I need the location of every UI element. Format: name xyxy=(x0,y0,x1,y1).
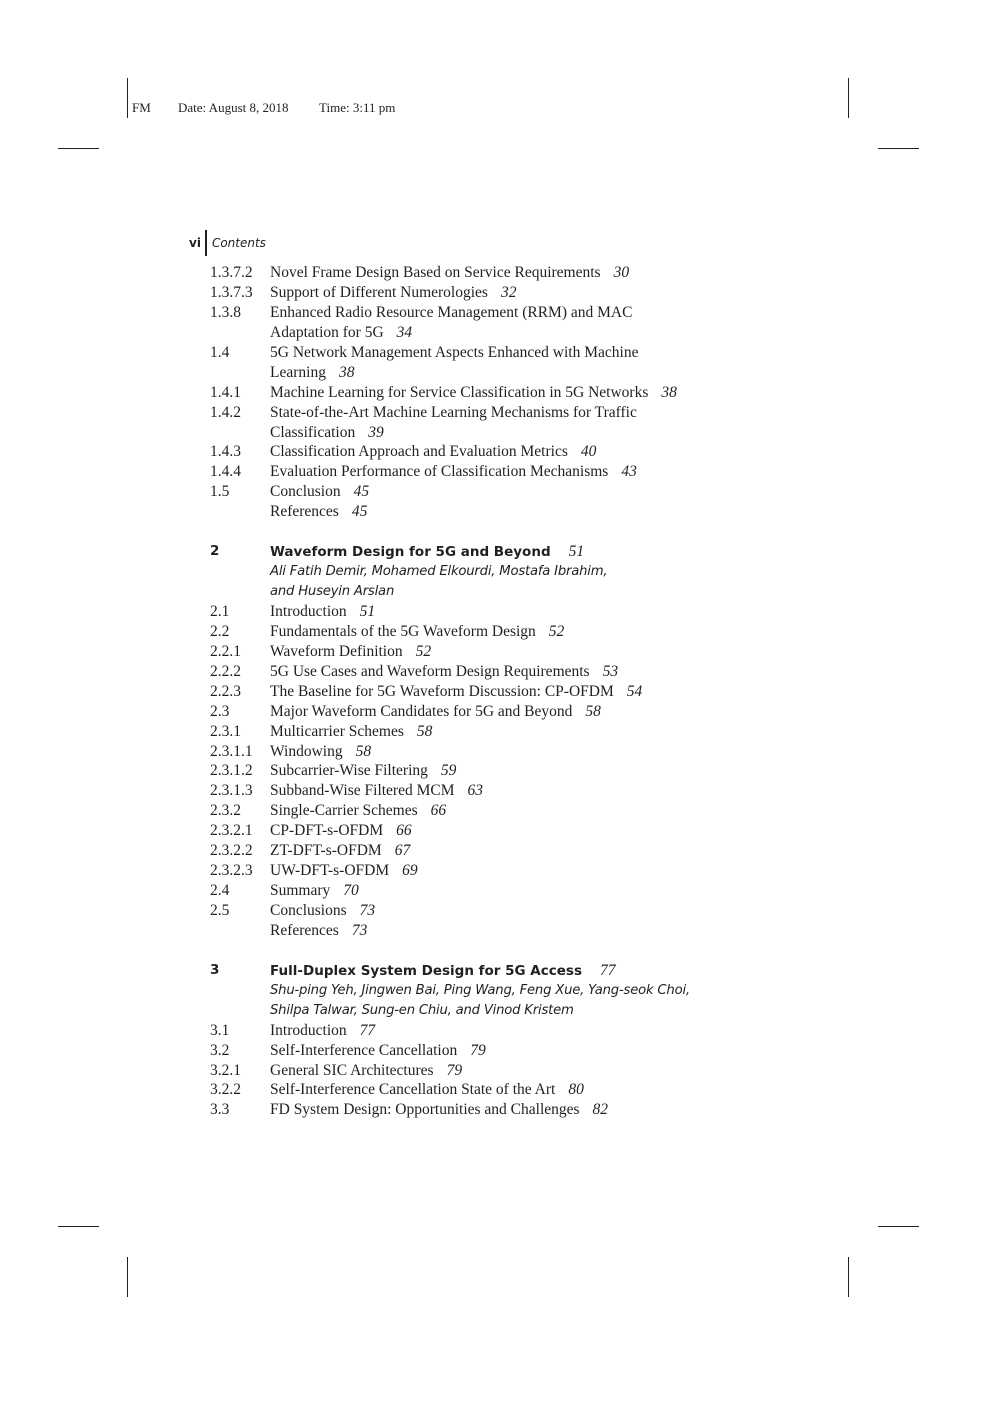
toc-line xyxy=(210,542,810,562)
toc-entry xyxy=(210,702,810,722)
toc-page-number: 43 xyxy=(621,463,637,481)
toc-line xyxy=(210,482,810,502)
slug-code: FM xyxy=(132,100,151,115)
toc-page-number: 38 xyxy=(661,383,677,401)
toc-line xyxy=(210,602,810,622)
toc-page-number: 79 xyxy=(446,1061,463,1079)
toc-title-text: Self-Interference Cancellation State of the Art xyxy=(270,1081,556,1099)
toc-section-number: 2.3.2 xyxy=(210,802,241,820)
toc-page-number: 70 xyxy=(343,882,359,900)
toc-line xyxy=(210,263,810,283)
toc-page-number: 73 xyxy=(359,902,376,919)
toc-entry xyxy=(210,1100,810,1120)
toc-page-number: 53 xyxy=(602,662,619,680)
toc-section-number: 2.3.1.3 xyxy=(210,782,253,800)
toc-line xyxy=(210,303,810,323)
toc-section-title xyxy=(270,542,584,563)
toc-section-title xyxy=(270,921,367,941)
toc-title-text: References xyxy=(270,921,339,939)
toc-entry xyxy=(210,622,810,642)
toc-title-text: Learning xyxy=(270,363,326,381)
toc-title-text: References xyxy=(270,503,339,521)
toc-title-text: Self-Interference Cancellation xyxy=(270,1041,458,1059)
toc-page-number: 51 xyxy=(568,543,585,561)
toc-title-text: Multicarrier Schemes xyxy=(270,722,404,740)
toc-section-number: 1.4 xyxy=(210,343,230,361)
running-head-rule xyxy=(205,230,207,256)
crop-mark-top-left-horizontal xyxy=(58,148,99,149)
toc-title-text: 5G Network Management Aspects Enhanced with Machine xyxy=(270,343,639,361)
toc-line xyxy=(210,722,810,742)
toc-section-number: 2.3.2.1 xyxy=(210,822,253,840)
toc-section-number: 3 xyxy=(210,961,220,978)
toc-section-title xyxy=(270,383,677,403)
toc-entry xyxy=(210,283,810,303)
toc-section-title xyxy=(270,263,629,283)
toc-title-text: Classification xyxy=(270,423,356,441)
toc-page-number: 77 xyxy=(359,1021,376,1039)
toc-section-number: 1.4.3 xyxy=(210,443,241,461)
toc-title-text: Novel Frame Design Based on Service Requirements xyxy=(270,264,601,281)
toc-entry xyxy=(210,881,810,901)
toc-entry xyxy=(210,821,810,841)
toc-title-text: 5G Use Cases and Waveform Design Requirements xyxy=(270,662,590,680)
toc-entry xyxy=(210,1021,810,1041)
toc-section-title xyxy=(270,781,483,801)
toc-section-number: 1.5 xyxy=(210,483,230,501)
toc-line xyxy=(210,702,810,722)
toc-section-number: 2.3.1.1 xyxy=(210,742,253,760)
toc-line xyxy=(210,622,810,642)
toc-section-title xyxy=(270,801,446,821)
toc-entry xyxy=(210,442,810,462)
toc-page-number: 59 xyxy=(440,762,457,780)
toc-line xyxy=(210,1080,810,1100)
toc-title-text: Major Waveform Candidates for 5G and Beyond xyxy=(270,702,573,720)
toc-title-text: Ali Fatih Demir, Mohamed Elkourdi, Mostafa Ibrahim, xyxy=(270,564,608,580)
toc-page-number: 67 xyxy=(394,842,411,860)
toc-section-title xyxy=(270,602,375,622)
toc-line xyxy=(210,981,810,1001)
toc-title-text: Adaptation for 5G xyxy=(270,323,384,341)
toc-entry xyxy=(210,502,810,522)
toc-section-number: 2.2.3 xyxy=(210,682,241,700)
toc-line xyxy=(210,642,810,662)
toc-entry xyxy=(210,303,810,343)
toc-entry xyxy=(210,1041,810,1061)
toc-section-number: 2.2 xyxy=(210,622,230,640)
crop-mark-bottom-left-vertical xyxy=(127,1257,128,1297)
toc-page-number: 39 xyxy=(368,423,384,441)
toc-section-number: 2.3.2.2 xyxy=(210,842,253,860)
crop-mark-bottom-right-vertical xyxy=(848,1257,849,1297)
toc-line xyxy=(210,1100,810,1120)
toc-line xyxy=(210,861,810,881)
toc-author-line xyxy=(270,582,394,602)
toc-entry xyxy=(210,742,810,762)
toc-page-number: 82 xyxy=(592,1101,609,1119)
toc-section-number: 3.2.2 xyxy=(210,1081,241,1099)
toc-line xyxy=(210,961,810,981)
toc-section-number: 1.4.4 xyxy=(210,463,241,481)
toc-title-text: State-of-the-Art Machine Learning Mechanisms for Traffic xyxy=(270,403,637,421)
toc-title-text: FD System Design: Opportunities and Challenges xyxy=(270,1101,580,1119)
toc-section-title xyxy=(270,662,618,682)
toc-page-number: 77 xyxy=(599,961,616,979)
toc-section-number: 2.3 xyxy=(210,702,230,720)
toc-section-title xyxy=(270,702,601,722)
toc-section-title xyxy=(270,1080,584,1100)
toc-line xyxy=(210,1061,810,1081)
toc-title-text: Waveform Design for 5G and Beyond xyxy=(270,544,551,561)
toc-page-number: 58 xyxy=(585,702,601,720)
toc-page-number: 58 xyxy=(416,722,433,740)
toc-title-text: Introduction xyxy=(270,1021,347,1039)
toc-page-number: 63 xyxy=(467,782,484,800)
toc-section-number: 2 xyxy=(210,543,220,560)
toc-entry xyxy=(210,662,810,682)
toc-section-number: 1.4.2 xyxy=(210,403,241,421)
toc-section-title xyxy=(270,423,384,443)
toc-section-title xyxy=(270,283,516,303)
toc-line xyxy=(210,682,810,702)
toc-line xyxy=(210,841,810,861)
toc-section-number: 2.3.1 xyxy=(210,722,241,740)
toc-entry xyxy=(210,343,810,383)
toc-line xyxy=(210,462,810,482)
toc-section-number: 1.3.7.2 xyxy=(210,264,253,281)
toc-line xyxy=(210,901,810,921)
toc-page-number: 52 xyxy=(415,642,432,660)
toc-entry xyxy=(210,861,810,881)
toc-title-text: Conclusion xyxy=(270,483,341,501)
toc-page-number: 40 xyxy=(580,443,597,461)
toc-line xyxy=(210,343,810,363)
toc-entry xyxy=(210,841,810,861)
toc-line xyxy=(210,363,810,383)
toc-page-number: 30 xyxy=(613,264,630,281)
toc-entry xyxy=(210,263,810,283)
toc-title-text: Evaluation Performance of Classification Mechanisms xyxy=(270,463,609,481)
toc-entry xyxy=(210,781,810,801)
toc-section-number: 1.3.8 xyxy=(210,303,241,321)
toc-line xyxy=(210,283,810,303)
toc-section-title xyxy=(270,622,564,642)
toc-line xyxy=(210,881,810,901)
toc-section-number: 2.2.2 xyxy=(210,662,241,680)
toc-section-number: 1.3.7.3 xyxy=(210,283,253,301)
toc-page-number: 58 xyxy=(355,742,372,760)
toc-title-text: Fundamentals of the 5G Waveform Design xyxy=(270,622,536,640)
toc-section-title xyxy=(270,343,638,363)
toc-line xyxy=(210,761,810,781)
toc-section-title xyxy=(270,482,369,502)
slug-date: Date: August 8, 2018 xyxy=(178,100,289,115)
toc-title-text: Subcarrier-Wise Filtering xyxy=(270,762,428,780)
toc-section-title xyxy=(270,462,637,482)
toc-section-title xyxy=(270,642,431,662)
toc-section-title xyxy=(270,861,418,881)
toc-title-text: Waveform Definition xyxy=(270,642,403,660)
toc-section-title xyxy=(270,761,456,781)
toc-entry xyxy=(210,403,810,443)
toc-entry xyxy=(210,383,810,403)
toc-title-text: Classification Approach and Evaluation Metrics xyxy=(270,443,568,461)
toc-entry xyxy=(210,602,810,622)
crop-mark-top-left-vertical xyxy=(127,78,128,118)
toc-title-text: The Baseline for 5G Waveform Discussion: CP-OFDM xyxy=(270,682,614,700)
toc-line xyxy=(210,562,810,582)
toc-line xyxy=(210,442,810,462)
toc-page-number: 51 xyxy=(359,602,376,620)
toc-entry xyxy=(210,761,810,781)
toc-line xyxy=(210,502,810,522)
running-head-title: Contents xyxy=(211,236,266,250)
toc-section-title xyxy=(270,961,615,982)
toc-section-number: 2.4 xyxy=(210,882,230,900)
toc-line xyxy=(210,423,810,443)
toc-author-line xyxy=(270,562,607,582)
toc-title-text: ZT-DFT-s-OFDM xyxy=(270,842,382,860)
toc-title-text: and Huseyin Arslan xyxy=(270,584,395,599)
toc-page-number: 66 xyxy=(396,822,412,840)
crop-mark-bottom-right-horizontal xyxy=(878,1226,919,1227)
toc-chapter-entry xyxy=(210,542,810,562)
toc-title-text: Support of Different Numerologies xyxy=(270,283,488,301)
toc-section-title xyxy=(270,722,432,742)
toc-entry xyxy=(210,462,810,482)
toc-page-number: 79 xyxy=(470,1041,486,1059)
toc-title-text: Shu-ping Yeh, Jingwen Bai, Ping Wang, Feng Xue, Yang-seok Choi, xyxy=(270,982,690,998)
toc-section-title xyxy=(270,1061,462,1081)
toc-page-number: 54 xyxy=(626,682,643,700)
toc-title-text: Single-Carrier Schemes xyxy=(270,802,418,820)
toc-page-number: 38 xyxy=(338,363,355,381)
toc-section-number: 2.1 xyxy=(210,602,230,620)
toc-section-title xyxy=(270,901,375,921)
toc-entry xyxy=(210,921,810,941)
toc-section-number: 2.3.2.3 xyxy=(210,862,253,880)
toc-line xyxy=(210,742,810,762)
toc-section-title xyxy=(270,821,412,841)
toc-page-number: 34 xyxy=(396,323,413,341)
toc-line xyxy=(210,383,810,403)
toc-line xyxy=(210,1041,810,1061)
toc-entry xyxy=(210,1080,810,1100)
toc-title-text: Windowing xyxy=(270,742,343,760)
toc-title-text: Conclusions xyxy=(270,902,347,919)
toc-section-title xyxy=(270,881,359,901)
toc-section-title xyxy=(270,303,632,323)
toc-line xyxy=(210,1021,810,1041)
toc-section-title xyxy=(270,742,371,762)
toc-line xyxy=(210,403,810,423)
crop-mark-top-right-horizontal xyxy=(878,148,919,149)
toc-line xyxy=(210,821,810,841)
toc-title-text: UW-DFT-s-OFDM xyxy=(270,862,390,880)
toc-title-text: Enhanced Radio Resource Management (RRM) and MAC xyxy=(270,303,633,321)
toc-line xyxy=(210,921,810,941)
toc-title-text: Subband-Wise Filtered MCM xyxy=(270,782,455,800)
toc-line xyxy=(210,582,810,602)
toc-author-line xyxy=(270,1001,574,1021)
toc-page-number: 45 xyxy=(351,503,368,521)
toc-chapter-entry xyxy=(210,961,810,981)
toc-title-text: Introduction xyxy=(270,602,347,620)
running-head xyxy=(189,230,266,256)
toc-section-title xyxy=(270,403,637,423)
toc-section-title xyxy=(270,1021,375,1041)
toc-section-title xyxy=(270,323,412,343)
toc-title-text: Machine Learning for Service Classification in 5G Networks xyxy=(270,383,649,401)
toc-section-title xyxy=(270,841,410,861)
toc-entry xyxy=(210,722,810,742)
toc-page-number: 73 xyxy=(351,921,368,939)
toc-section-title xyxy=(270,363,354,383)
toc-entry xyxy=(210,482,810,502)
toc-page-number: 69 xyxy=(402,862,418,880)
toc-section-number: 3.1 xyxy=(210,1021,230,1039)
toc-section-title xyxy=(270,502,367,522)
table-of-contents xyxy=(210,263,810,1120)
toc-section-title xyxy=(270,1041,486,1061)
toc-line xyxy=(210,1001,810,1021)
toc-section-number: 3.3 xyxy=(210,1101,230,1119)
toc-author-line xyxy=(270,981,690,1001)
toc-title-text: CP-DFT-s-OFDM xyxy=(270,822,384,840)
toc-page-number: 66 xyxy=(430,802,447,820)
crop-mark-top-right-vertical xyxy=(848,78,849,118)
toc-spacer xyxy=(210,941,810,961)
toc-section-number: 3.2 xyxy=(210,1041,230,1059)
toc-line xyxy=(210,662,810,682)
toc-entry xyxy=(210,801,810,821)
toc-section-number: 1.4.1 xyxy=(210,383,241,401)
toc-section-title xyxy=(270,442,596,462)
toc-section-title xyxy=(270,682,642,702)
toc-entry xyxy=(210,642,810,662)
toc-section-title xyxy=(270,1100,608,1120)
toc-line xyxy=(210,801,810,821)
toc-section-number: 2.2.1 xyxy=(210,642,241,660)
toc-entry xyxy=(210,682,810,702)
toc-page-number: 80 xyxy=(568,1081,584,1099)
slug-time: Time: 3:11 pm xyxy=(319,100,396,115)
crop-mark-bottom-left-horizontal xyxy=(58,1226,99,1227)
toc-entry xyxy=(210,1061,810,1081)
toc-line xyxy=(210,781,810,801)
toc-title-text: General SIC Architectures xyxy=(270,1061,434,1079)
toc-title-text: Full-Duplex System Design for 5G Access xyxy=(270,962,582,979)
toc-page-number: 45 xyxy=(353,483,370,501)
toc-section-number: 2.5 xyxy=(210,902,230,919)
toc-section-number: 3.2.1 xyxy=(210,1061,241,1079)
toc-entry xyxy=(210,901,810,921)
toc-page-number: 32 xyxy=(500,283,517,301)
toc-chapter-authors xyxy=(210,562,810,602)
toc-chapter-authors xyxy=(210,981,810,1021)
toc-section-number: 2.3.1.2 xyxy=(210,762,253,780)
toc-spacer xyxy=(210,522,810,542)
toc-line xyxy=(210,323,810,343)
page-number: vi xyxy=(189,236,201,250)
toc-title-text: Summary xyxy=(270,882,331,900)
toc-title-text: Shilpa Talwar, Sung-en Chiu, and Vinod Kristem xyxy=(270,1002,574,1018)
toc-page-number: 52 xyxy=(548,622,565,640)
